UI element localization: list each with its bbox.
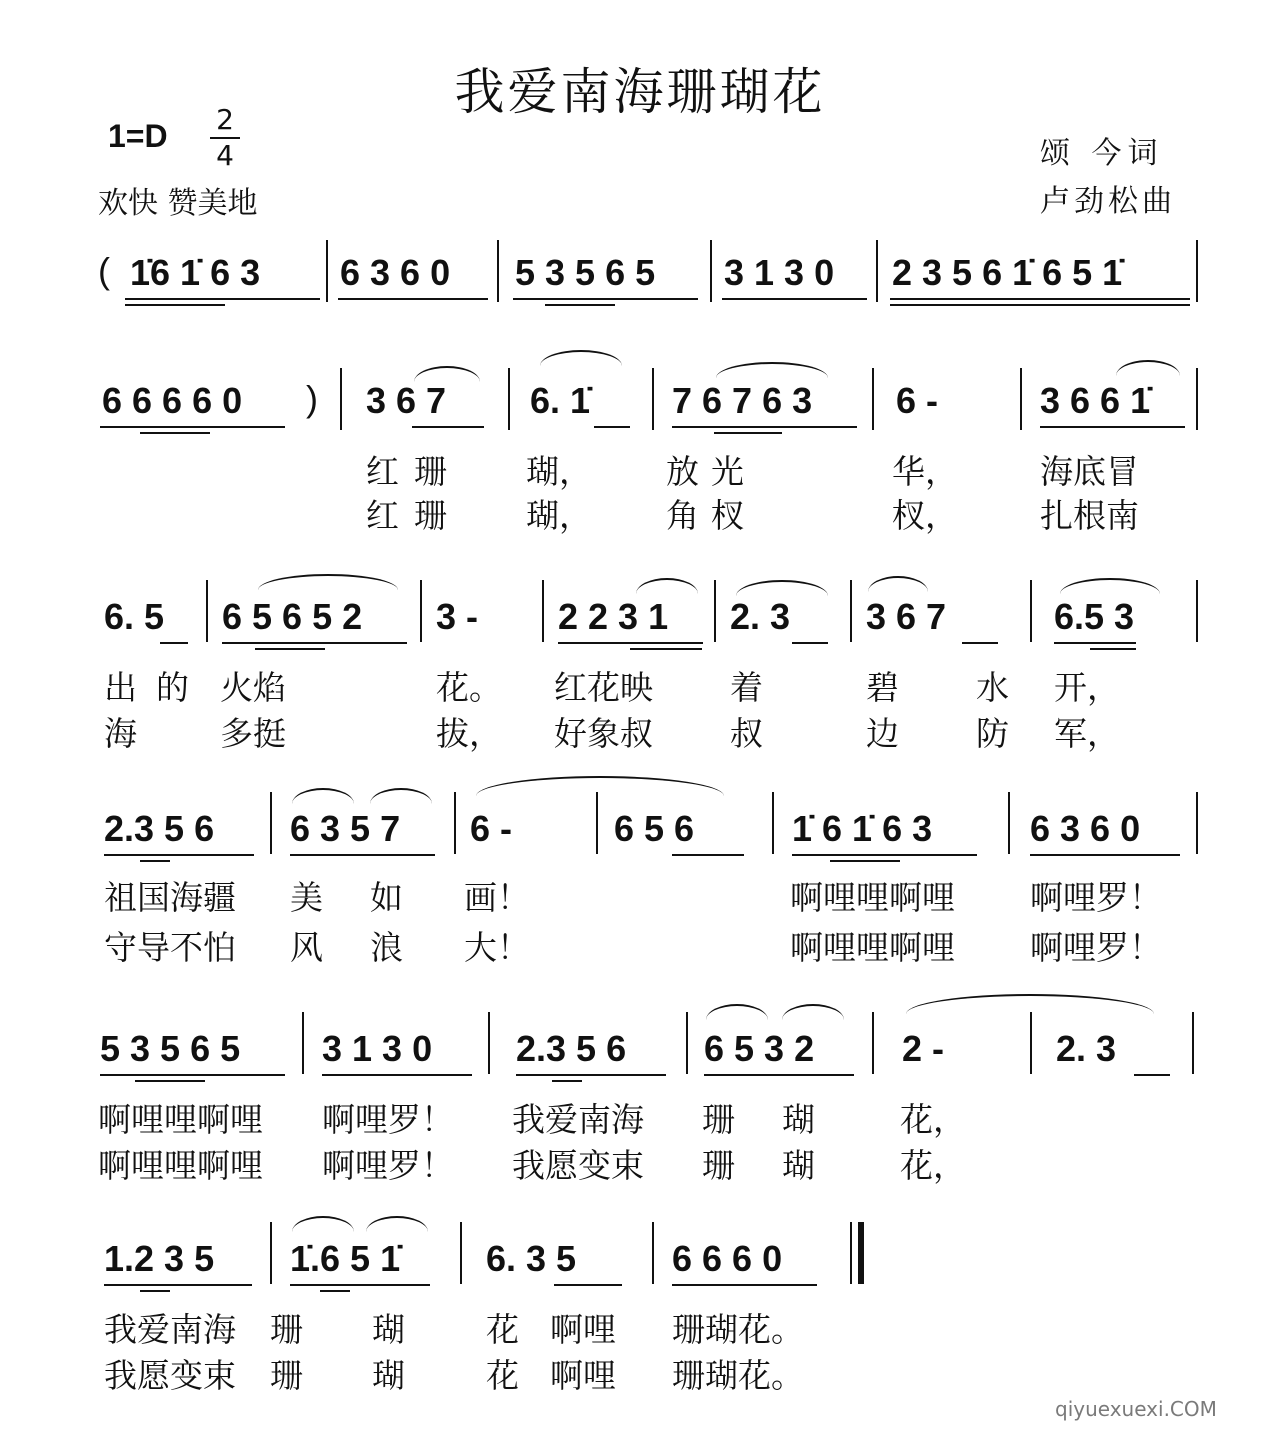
- barline: [850, 580, 852, 642]
- lyric-verse-1: 碧: [866, 668, 899, 707]
- lyric-verse-1: 放光: [666, 452, 756, 491]
- slur: [782, 1004, 844, 1020]
- measure: 6 3 5 7: [290, 808, 401, 849]
- lyric-verse-2: 风: [290, 928, 323, 967]
- opening-parenthesis: (: [98, 250, 110, 291]
- lyric-verse-1: 我爱南海: [512, 1100, 644, 1139]
- lyric-verse-1: 我爱南海: [104, 1310, 236, 1349]
- barline: [1020, 368, 1022, 430]
- underline: [792, 642, 828, 644]
- lyric-verse-1: 瑚: [372, 1310, 405, 1349]
- barline: [270, 792, 272, 854]
- measure: 6 -: [896, 380, 939, 421]
- measure: 6. 3 5: [486, 1238, 577, 1279]
- lyric-verse-2: 军，: [1054, 714, 1120, 753]
- barline: [876, 240, 878, 302]
- measure: 1.2 3 5: [104, 1238, 215, 1279]
- lyric-verse-1: 珊: [702, 1100, 735, 1139]
- measure: 6.5 3: [1054, 596, 1135, 637]
- system-5: [0, 1000, 1280, 1190]
- lyric-verse-2: 啊哩哩啊哩: [790, 928, 955, 967]
- measure: 6 6 6 6 0: [102, 380, 243, 421]
- barline: [652, 368, 654, 430]
- underline: [290, 1284, 430, 1286]
- underline: [672, 426, 857, 428]
- measure: 3 6 6 1̇: [1040, 380, 1151, 421]
- lyric-verse-2: 拔，: [436, 714, 502, 753]
- lyric-verse-1: 如: [370, 878, 403, 917]
- barline: [326, 240, 328, 302]
- measure: 6 5 3 2: [704, 1028, 815, 1069]
- final-barline-thin: [850, 1222, 852, 1284]
- underline: [1054, 642, 1136, 644]
- lyric-verse-2: 防: [976, 714, 1009, 753]
- lyric-verse-2: 珊: [414, 496, 447, 535]
- slur: [1116, 360, 1180, 376]
- underline: [704, 1074, 854, 1076]
- underline: [672, 854, 744, 856]
- underline: [554, 1284, 622, 1286]
- underline: [792, 854, 977, 856]
- barline: [420, 580, 422, 642]
- lyric-verse-2: 瑚，: [526, 496, 592, 535]
- underline: [672, 1284, 817, 1286]
- barline: [710, 240, 712, 302]
- slur: [636, 578, 698, 594]
- slur: [292, 788, 354, 804]
- lyric-verse-1: 啊哩罗！: [322, 1100, 454, 1139]
- underline: [558, 642, 703, 644]
- lyric-verse-2: 瑚: [372, 1356, 405, 1395]
- underline: [714, 432, 782, 434]
- underline: [322, 1074, 472, 1076]
- slur: [476, 776, 724, 796]
- lyric-verse-2: 海: [104, 714, 137, 753]
- barline: [270, 1222, 272, 1284]
- lyric-verse-2: 珊: [270, 1356, 303, 1395]
- barline: [872, 368, 874, 430]
- underline: [160, 642, 188, 644]
- measure: 3 6 7: [366, 380, 447, 421]
- lyric-verse-1: 啊哩: [550, 1310, 616, 1349]
- barline: [596, 792, 598, 854]
- barline: [1030, 1012, 1032, 1074]
- lyric-verse-1: 水: [976, 668, 1009, 707]
- barline: [1008, 792, 1010, 854]
- lyric-verse-1: 华，: [892, 452, 958, 491]
- lyric-verse-1: 珊瑚花。: [672, 1310, 804, 1349]
- lyric-verse-2: 好象叔: [554, 714, 653, 753]
- site-text: qiyuexuexi.COM: [1055, 1397, 1217, 1421]
- lyric-verse-2: 杈，: [892, 496, 958, 535]
- underline: [140, 432, 210, 434]
- underline: [722, 298, 867, 300]
- underline: [1040, 426, 1185, 428]
- measure: 6 -: [470, 808, 513, 849]
- underline: [890, 304, 1190, 306]
- underline: [412, 426, 484, 428]
- underline: [1030, 854, 1180, 856]
- lyric-verse-1: 出: [104, 668, 137, 707]
- lyric-verse-1: 花: [486, 1310, 519, 1349]
- lyric-verse-1: 啊哩哩啊哩: [790, 878, 955, 917]
- underline: [222, 642, 407, 644]
- lyric-verse-1: 着: [730, 668, 763, 707]
- underline: [125, 298, 320, 300]
- lyric-verse-2: 花，: [900, 1146, 966, 1185]
- measure: 5 3 5 6 5: [100, 1028, 241, 1069]
- lyric-verse-1: 开，: [1054, 668, 1120, 707]
- measure: 3 1 3 0: [322, 1028, 433, 1069]
- measure: 2. 3: [1056, 1028, 1117, 1069]
- slur: [1060, 578, 1160, 594]
- lyric-verse-2: 珊瑚花。: [672, 1356, 804, 1395]
- barline: [714, 580, 716, 642]
- lyric-verse-2: 啊哩: [550, 1356, 616, 1395]
- measure: 7 6 7 6 3: [672, 380, 813, 421]
- measure: 5 3 5 6 5: [515, 252, 656, 293]
- underline: [890, 298, 1190, 300]
- lyric-verse-2: 叔: [730, 714, 763, 753]
- lyric-verse-2: 啊哩罗！: [1030, 928, 1162, 967]
- underline: [513, 298, 698, 300]
- system-3: [0, 572, 1280, 752]
- lyric-verse-1: 啊哩罗！: [1030, 878, 1162, 917]
- measure: 3 -: [436, 596, 479, 637]
- measure: 6. 5: [104, 596, 165, 637]
- underline: [552, 1080, 582, 1082]
- lyric-verse-1: 的: [156, 668, 189, 707]
- closing-parenthesis: ): [306, 378, 318, 419]
- lyric-verse-1: 珊: [414, 452, 447, 491]
- time-bottom: 4: [216, 139, 234, 172]
- measure: 6. 1̇: [530, 380, 591, 421]
- underline: [320, 1290, 350, 1292]
- measure: 2 2 3 1: [558, 596, 669, 637]
- lyric-verse-2: 啊哩罗！: [322, 1146, 454, 1185]
- lyricist-credit: 颂 今词: [1040, 136, 1164, 171]
- lyric-verse-1: 红: [366, 452, 399, 491]
- measure: 6 5 6: [614, 808, 695, 849]
- barline: [340, 368, 342, 430]
- slur: [370, 788, 432, 804]
- underline: [100, 1074, 285, 1076]
- underline: [1090, 648, 1136, 650]
- barline: [872, 1012, 874, 1074]
- underline: [290, 854, 435, 856]
- barline: [302, 1012, 304, 1074]
- lyric-verse-2: 红: [366, 496, 399, 535]
- lyric-verse-1: 啊哩哩啊哩: [98, 1100, 263, 1139]
- underline: [104, 1284, 252, 1286]
- lyric-verse-1: 花。: [436, 668, 502, 707]
- barline: [542, 580, 544, 642]
- underline: [100, 426, 285, 428]
- lyric-verse-1: 珊: [270, 1310, 303, 1349]
- system-6: [0, 1210, 1280, 1400]
- lyric-verse-1: 火焰: [220, 668, 286, 707]
- lyric-verse-2: 我愿变束: [104, 1356, 236, 1395]
- measure: 2 -: [902, 1028, 945, 1069]
- measure: 6 3 6 0: [340, 252, 451, 293]
- underline: [1134, 1074, 1170, 1076]
- lyric-verse-1: 瑚，: [526, 452, 592, 491]
- system-2: [0, 360, 1280, 540]
- underline: [338, 298, 488, 300]
- slur: [540, 350, 622, 366]
- measure: 6 5 6 5 2: [222, 596, 363, 637]
- underline: [830, 860, 900, 862]
- slur: [258, 574, 398, 590]
- barline: [1030, 580, 1032, 642]
- lyric-verse-2: 啊哩哩啊哩: [98, 1146, 263, 1185]
- lyric-verse-2: 大！: [464, 928, 530, 967]
- time-top: 2: [216, 103, 234, 136]
- lyric-verse-2: 我愿变束: [512, 1146, 644, 1185]
- lyric-verse-2: 浪: [370, 928, 403, 967]
- system-4: [0, 780, 1280, 970]
- lyric-verse-1: 美: [290, 878, 323, 917]
- measure: 6 6 6 0: [672, 1238, 783, 1279]
- barline: [508, 368, 510, 430]
- lyric-verse-2: 边: [866, 714, 899, 753]
- slur: [906, 994, 1154, 1014]
- system-1: [0, 240, 1280, 310]
- site-watermark: [1055, 1397, 1217, 1421]
- measure: 3 6 7: [866, 596, 947, 637]
- underline: [516, 1074, 666, 1076]
- slur: [292, 1216, 354, 1232]
- measure: 2.3 5 6: [516, 1028, 627, 1069]
- barline: [454, 792, 456, 854]
- barline: [686, 1012, 688, 1074]
- key-label: 1=D: [108, 118, 168, 154]
- barline: [1196, 580, 1198, 642]
- measure: 2. 3: [730, 596, 791, 637]
- barline: [488, 1012, 490, 1074]
- slur: [366, 1216, 428, 1232]
- underline: [140, 1290, 170, 1292]
- lyric-verse-2: 瑚: [782, 1146, 815, 1185]
- underline: [140, 860, 170, 862]
- lyric-verse-1: 海底冒: [1040, 452, 1139, 491]
- barline: [772, 792, 774, 854]
- underline: [135, 1080, 205, 1082]
- underline: [255, 648, 325, 650]
- slur: [868, 576, 928, 592]
- slur: [706, 1004, 768, 1020]
- lyric-verse-2: 扎根南: [1040, 496, 1139, 535]
- barline: [460, 1222, 462, 1284]
- time-signature: [210, 103, 240, 172]
- barline: [497, 240, 499, 302]
- measure: 2.3 5 6: [104, 808, 215, 849]
- underline: [104, 854, 254, 856]
- tempo-marking: 欢快 赞美地: [98, 186, 258, 221]
- barline: [652, 1222, 654, 1284]
- measure: 2 3 5 6 1̇ 6 5 1̇: [892, 252, 1123, 293]
- lyric-verse-1: 瑚: [782, 1100, 815, 1139]
- underline: [125, 304, 225, 306]
- key-signature: [108, 118, 168, 155]
- lyric-verse-1: 祖国海疆: [104, 878, 236, 917]
- lyric-verse-2: 多挺: [220, 714, 286, 753]
- underline: [962, 642, 998, 644]
- barline: [1192, 1012, 1194, 1074]
- slur: [414, 366, 480, 382]
- song-title: 我爱南海珊瑚花: [454, 63, 826, 121]
- underline: [545, 304, 615, 306]
- underline: [594, 426, 630, 428]
- lyric-verse-2: 珊: [702, 1146, 735, 1185]
- lyric-verse-2: 花: [486, 1356, 519, 1395]
- measure: 3 1 3 0: [724, 252, 835, 293]
- lyric-verse-2: 守导不怕: [104, 928, 236, 967]
- final-barline-thick: [858, 1222, 864, 1284]
- barline: [206, 580, 208, 642]
- lyric-verse-1: 红花映: [554, 668, 653, 707]
- underline: [630, 648, 702, 650]
- composer-credit: 卢劲松曲: [1040, 184, 1176, 219]
- barline: [1196, 368, 1198, 430]
- barline: [1196, 792, 1198, 854]
- measure: 1̇.6 5 1̇: [290, 1238, 401, 1279]
- measure: 1̇6 1̇ 6 3: [130, 252, 261, 293]
- slur: [716, 362, 828, 378]
- measure: 1̇ 6 1̇ 6 3: [792, 808, 933, 849]
- lyric-verse-1: 画！: [464, 878, 530, 917]
- slur: [736, 580, 828, 596]
- measure: 6 3 6 0: [1030, 808, 1141, 849]
- barline: [1196, 240, 1198, 302]
- lyric-verse-2: 角杈: [666, 496, 756, 535]
- lyric-verse-1: 花，: [900, 1100, 966, 1139]
